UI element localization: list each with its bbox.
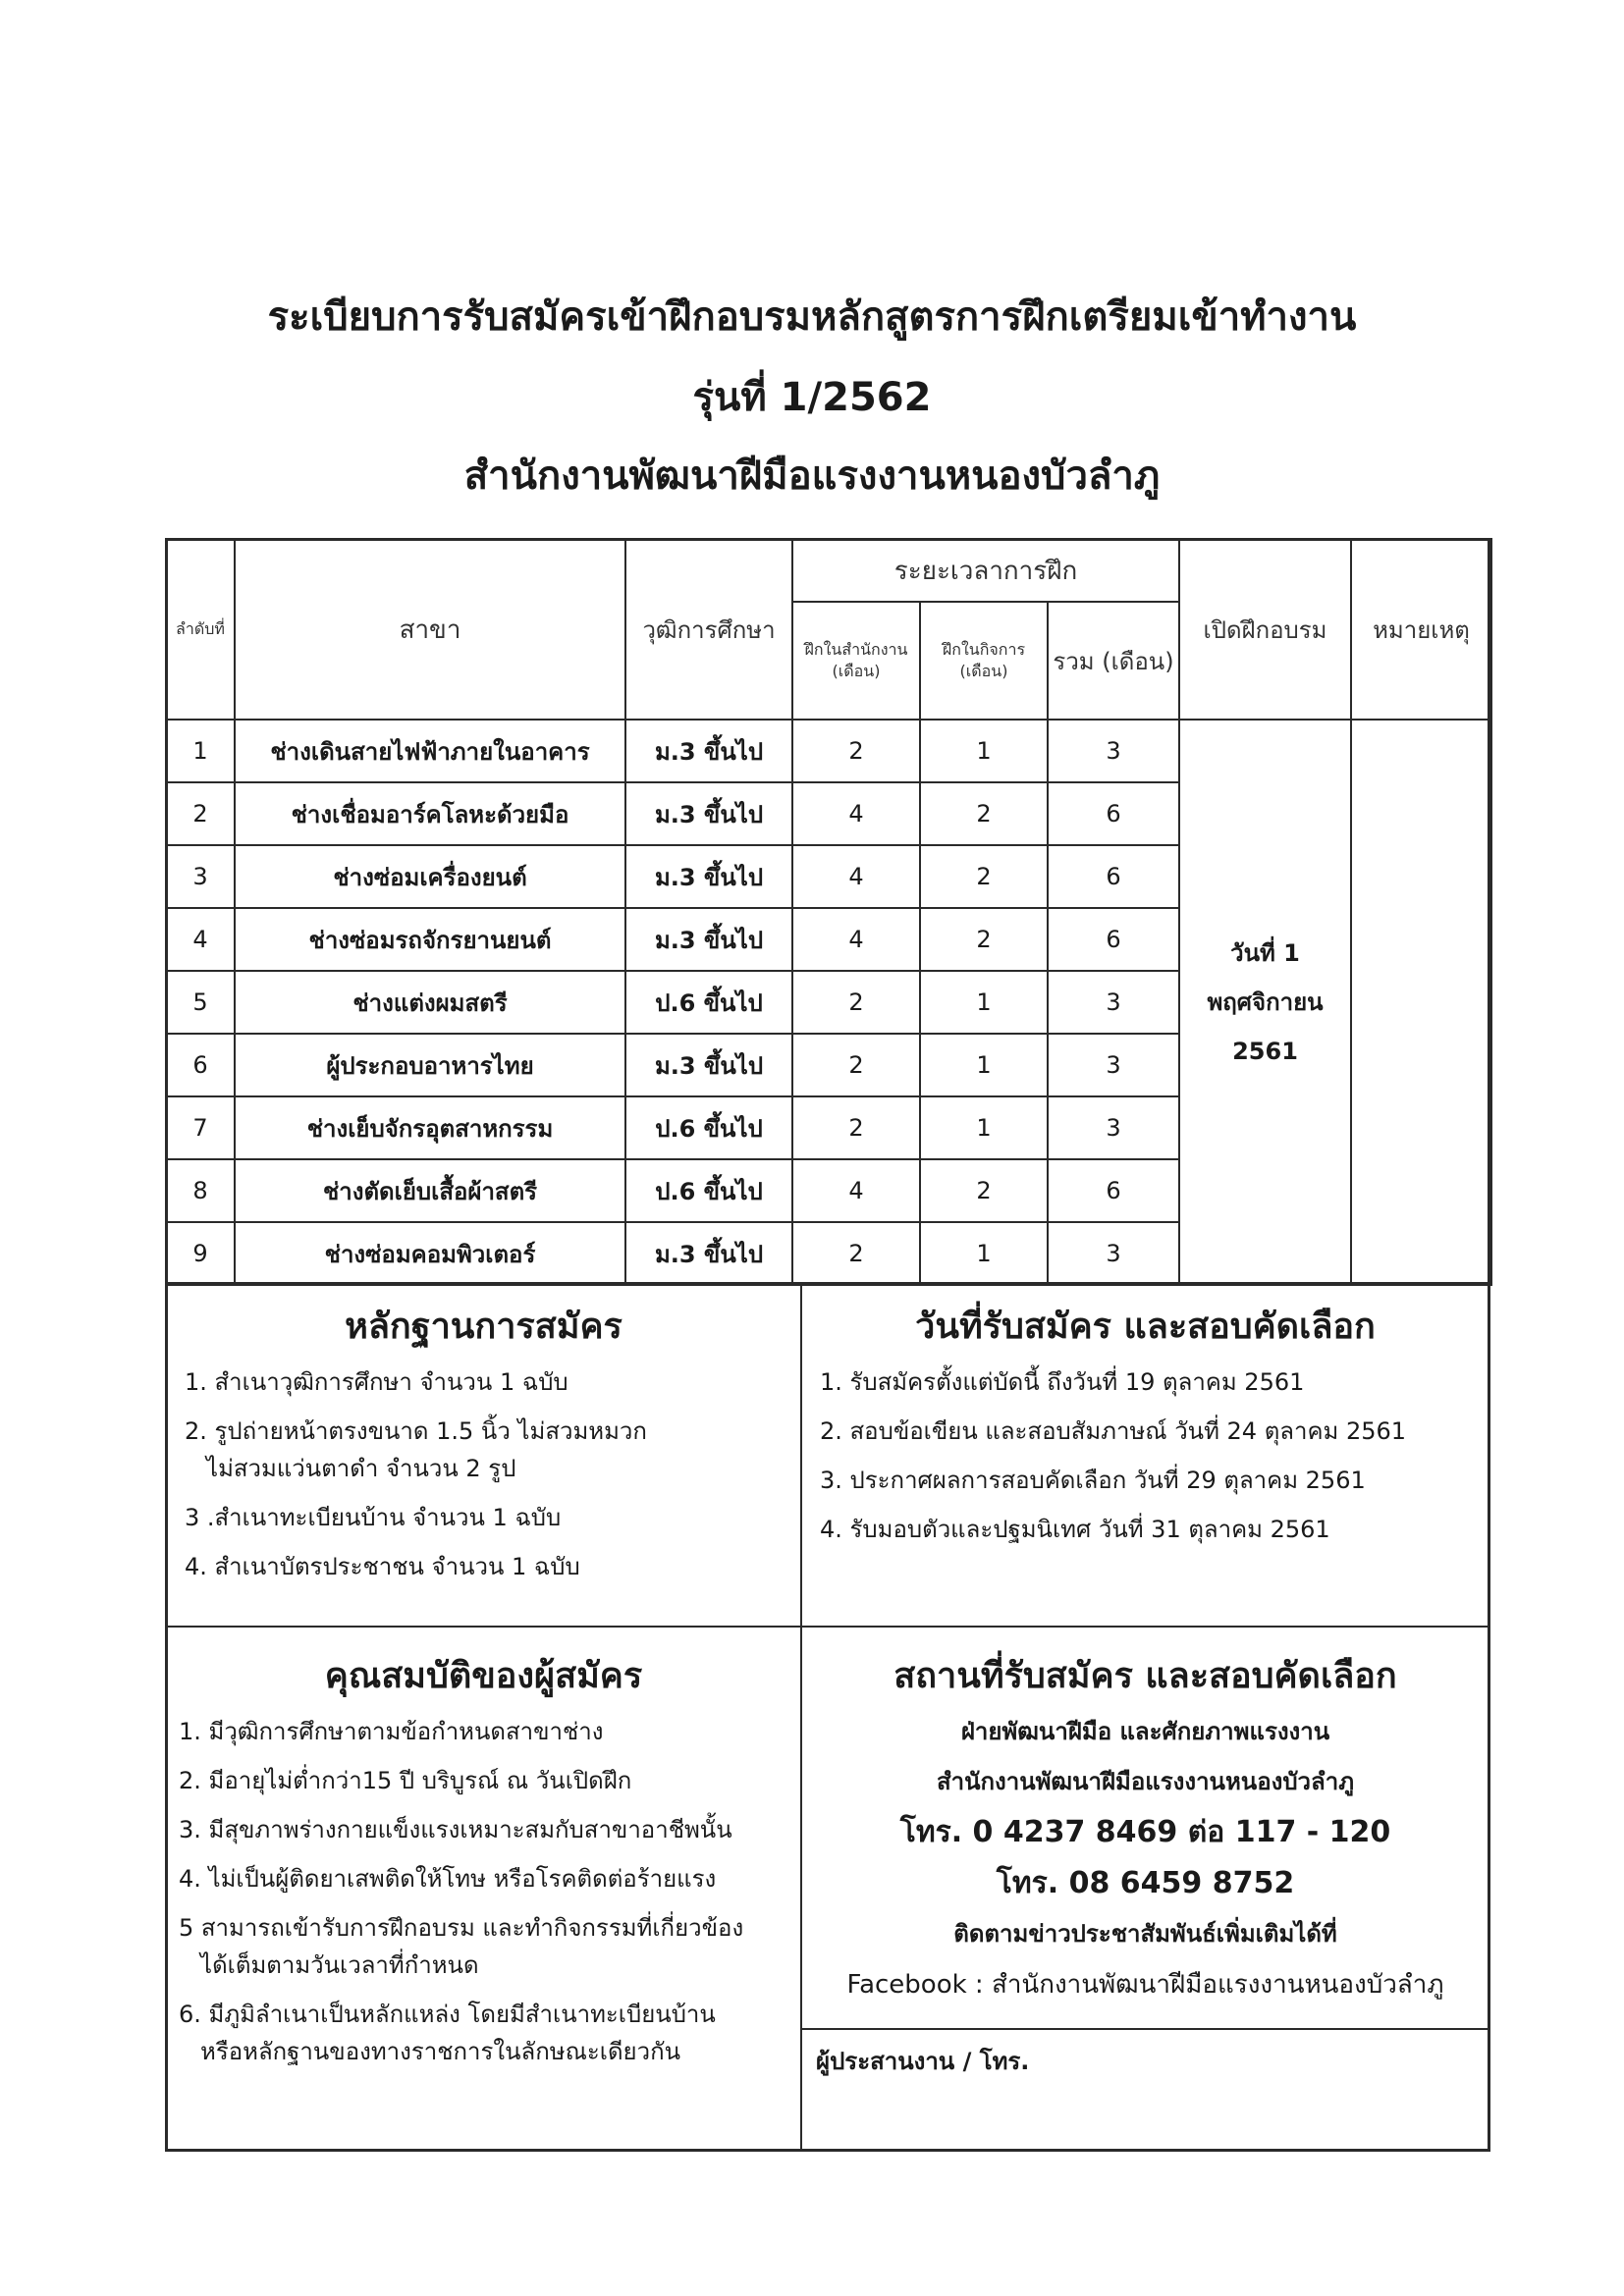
- education-requirement: ป.6 ขึ้นไป: [625, 971, 792, 1034]
- open-date-year: 2561: [1232, 1038, 1298, 1065]
- total-months: 6: [1048, 908, 1179, 971]
- office-months: 4: [792, 845, 920, 908]
- qualifications-item: ได้เต็มตามวันเวลาที่กำหนด: [200, 1951, 479, 1979]
- qualifications-item: หรือหลักฐานของทางราชการในลักษณะเดียวกัน: [200, 2038, 681, 2065]
- company-months: 2: [920, 782, 1048, 845]
- schedule-item: 3. ประกาศผลการสอบคัดเลือก วันที่ 29 ตุลาคม 2561: [820, 1467, 1366, 1494]
- row-number: 1: [166, 720, 235, 782]
- office-months: 2: [792, 1034, 920, 1096]
- education-requirement: ม.3 ขึ้นไป: [625, 782, 792, 845]
- header-total: รวม (เดือน): [1048, 602, 1179, 720]
- branch-name: ผู้ประกอบอาหารไทย: [235, 1034, 625, 1096]
- total-months: 3: [1048, 720, 1179, 782]
- row-number: 3: [166, 845, 235, 908]
- location-title: สถานที่รับสมัคร และสอบคัดเลือก: [893, 1656, 1397, 1696]
- schedule-item: 1. รับสมัครตั้งแต่บัดนี้ ถึงวันที่ 19 ตุลาคม 2561: [820, 1368, 1305, 1396]
- company-months: 1: [920, 1096, 1048, 1159]
- row-number: 6: [166, 1034, 235, 1096]
- branch-name: ช่างตัดเย็บเสื้อผ้าสตรี: [235, 1159, 625, 1222]
- qualifications-item: 3. มีสุขภาพร่างกายแข็งแรงเหมาะสมกับสาขาอาชีพนั้น: [179, 1816, 732, 1843]
- row-number: 7: [166, 1096, 235, 1159]
- total-months: 3: [1048, 1222, 1179, 1285]
- qualifications-item: 4. ไม่เป็นผู้ติดยาเสพติดให้โทษ หรือโรคติดต่อร้ายแรง: [179, 1865, 717, 1893]
- qualifications-item: 1. มีวุฒิการศึกษาตามข้อกำหนดสาขาช่าง: [179, 1718, 604, 1745]
- schedule-title: วันที่รับสมัคร และสอบคัดเลือก: [915, 1307, 1376, 1347]
- documents-title: หลักฐานการสมัคร: [345, 1307, 623, 1347]
- facebook-page: Facebook : สำนักงานพัฒนาฝีมือแรงงานหนองบัวลำภู: [846, 1970, 1444, 2000]
- company-months: 1: [920, 720, 1048, 782]
- branch-name: ช่างเดินสายไฟฟ้าภายในอาคาร: [235, 720, 625, 782]
- row-number: 5: [166, 971, 235, 1034]
- row-number: 8: [166, 1159, 235, 1222]
- office-months: 2: [792, 971, 920, 1034]
- branch-name: ช่างแต่งผมสตรี: [235, 971, 625, 1034]
- total-months: 3: [1048, 1096, 1179, 1159]
- office-months: 2: [792, 1096, 920, 1159]
- branch-name: ช่างซ่อมรถจักรยานยนต์: [235, 908, 625, 971]
- office-months: 2: [792, 720, 920, 782]
- company-months: 2: [920, 908, 1048, 971]
- education-requirement: ม.3 ขึ้นไป: [625, 908, 792, 971]
- coordinator-section: [800, 2028, 1490, 2152]
- company-months: 1: [920, 1034, 1048, 1096]
- header-company: ฝึกในกิจการ (เดือน): [920, 602, 1048, 720]
- location-department: ฝ่ายพัฒนาฝีมือ และศักยภาพแรงงาน: [960, 1718, 1330, 1745]
- documents-item: 3 .สำเนาทะเบียนบ้าน จำนวน 1 ฉบับ: [185, 1504, 562, 1531]
- education-requirement: ม.3 ขึ้นไป: [625, 1222, 792, 1285]
- header-education: วุฒิการศึกษา: [625, 539, 792, 720]
- batch-number: รุ่นที่ 1/2562: [692, 375, 932, 420]
- education-requirement: ม.3 ขึ้นไป: [625, 1034, 792, 1096]
- coordinator-label: ผู้ประสานงาน / โทร.: [816, 2048, 1030, 2075]
- header-office: ฝึกในสำนักงาน (เดือน): [792, 602, 920, 720]
- open-date: [1179, 720, 1351, 1285]
- office-months: 4: [792, 782, 920, 845]
- documents-item: 2. รูปถ่ายหน้าตรงขนาด 1.5 นิ้ว ไม่สวมหมวก: [185, 1417, 647, 1445]
- branch-name: ช่างเย็บจักรอุตสาหกรรม: [235, 1096, 625, 1159]
- qualifications-item: 6. มีภูมิลำเนาเป็นหลักแหล่ง โดยมีสำเนาทะเบียนบ้าน: [179, 2001, 716, 2028]
- schedule-item: 4. รับมอบตัวและปฐมนิเทศ วันที่ 31 ตุลาคม 2561: [820, 1516, 1330, 1543]
- header-period: ระยะเวลาการฝึก: [792, 539, 1179, 602]
- documents-item: 1. สำเนาวุฒิการศึกษา จำนวน 1 ฉบับ: [185, 1368, 568, 1396]
- schedule-item: 2. สอบข้อเขียน และสอบสัมภาษณ์ วันที่ 24 ตุลาคม 2561: [820, 1417, 1407, 1445]
- total-months: 3: [1048, 971, 1179, 1034]
- total-months: 6: [1048, 1159, 1179, 1222]
- remark-cell: [1351, 720, 1491, 1285]
- office-months: 2: [792, 1222, 920, 1285]
- row-number: 2: [166, 782, 235, 845]
- course-table: [165, 538, 1492, 1286]
- education-requirement: ม.3 ขึ้นไป: [625, 845, 792, 908]
- qualifications-item: 2. มีอายุไม่ต่ำกว่า15 ปี บริบูรณ์ ณ วันเปิดฝึก: [179, 1767, 632, 1794]
- location-office: สำนักงานพัฒนาฝีมือแรงงานหนองบัวลำภู: [936, 1768, 1355, 1795]
- header-remark: หมายเหตุ: [1351, 539, 1491, 720]
- documents-item: ไม่สวมแว่นตาดำ จำนวน 2 รูป: [206, 1455, 516, 1482]
- education-requirement: ม.3 ขึ้นไป: [625, 720, 792, 782]
- branch-name: ช่างซ่อมคอมพิวเตอร์: [235, 1222, 625, 1285]
- qualifications-title: คุณสมบัติของผู้สมัคร: [324, 1656, 643, 1696]
- office-months: 4: [792, 1159, 920, 1222]
- company-months: 1: [920, 1222, 1048, 1285]
- branch-name: ช่างเชื่อมอาร์คโลหะด้วยมือ: [235, 782, 625, 845]
- schedule-section: [800, 1282, 1490, 1628]
- total-months: 6: [1048, 782, 1179, 845]
- office-name: สำนักงานพัฒนาฝีมือแรงงานหนองบัวลำภู: [463, 454, 1161, 499]
- phone-office: โทร. 0 4237 8469 ต่อ 117 - 120: [899, 1815, 1391, 1849]
- company-months: 2: [920, 845, 1048, 908]
- header-order: ลำดับที่: [166, 539, 235, 720]
- education-requirement: ป.6 ขึ้นไป: [625, 1096, 792, 1159]
- follow-news: ติดตามข่าวประชาสัมพันธ์เพิ่มเติมได้ที่: [953, 1920, 1337, 1948]
- open-date-month: พฤศจิกายน: [1207, 988, 1324, 1016]
- document-title: ระเบียบการรับสมัครเข้าฝึกอบรมหลักสูตรการฝึกเตรียมเข้าทำงาน: [267, 294, 1357, 340]
- documents-section: [165, 1282, 802, 1628]
- company-months: 2: [920, 1159, 1048, 1222]
- phone-mobile: โทร. 08 6459 8752: [996, 1866, 1295, 1900]
- row-number: 9: [166, 1222, 235, 1285]
- company-months: 1: [920, 971, 1048, 1034]
- qualifications-section: [165, 1626, 802, 2152]
- total-months: 6: [1048, 845, 1179, 908]
- table-row: [166, 720, 1491, 782]
- header-branch: สาขา: [235, 539, 625, 720]
- qualifications-item: 5 สามารถเข้ารับการฝึกอบรม และทำกิจกรรมที่เกี่ยวข้อง: [179, 1914, 744, 1942]
- open-date-day: วันที่ 1: [1230, 939, 1300, 967]
- total-months: 3: [1048, 1034, 1179, 1096]
- header-open: เปิดฝึกอบรม: [1179, 539, 1351, 720]
- location-section: [800, 1626, 1490, 2030]
- branch-name: ช่างซ่อมเครื่องยนต์: [235, 845, 625, 908]
- education-requirement: ป.6 ขึ้นไป: [625, 1159, 792, 1222]
- office-months: 4: [792, 908, 920, 971]
- documents-item: 4. สำเนาบัตรประชาชน จำนวน 1 ฉบับ: [185, 1553, 580, 1580]
- row-number: 4: [166, 908, 235, 971]
